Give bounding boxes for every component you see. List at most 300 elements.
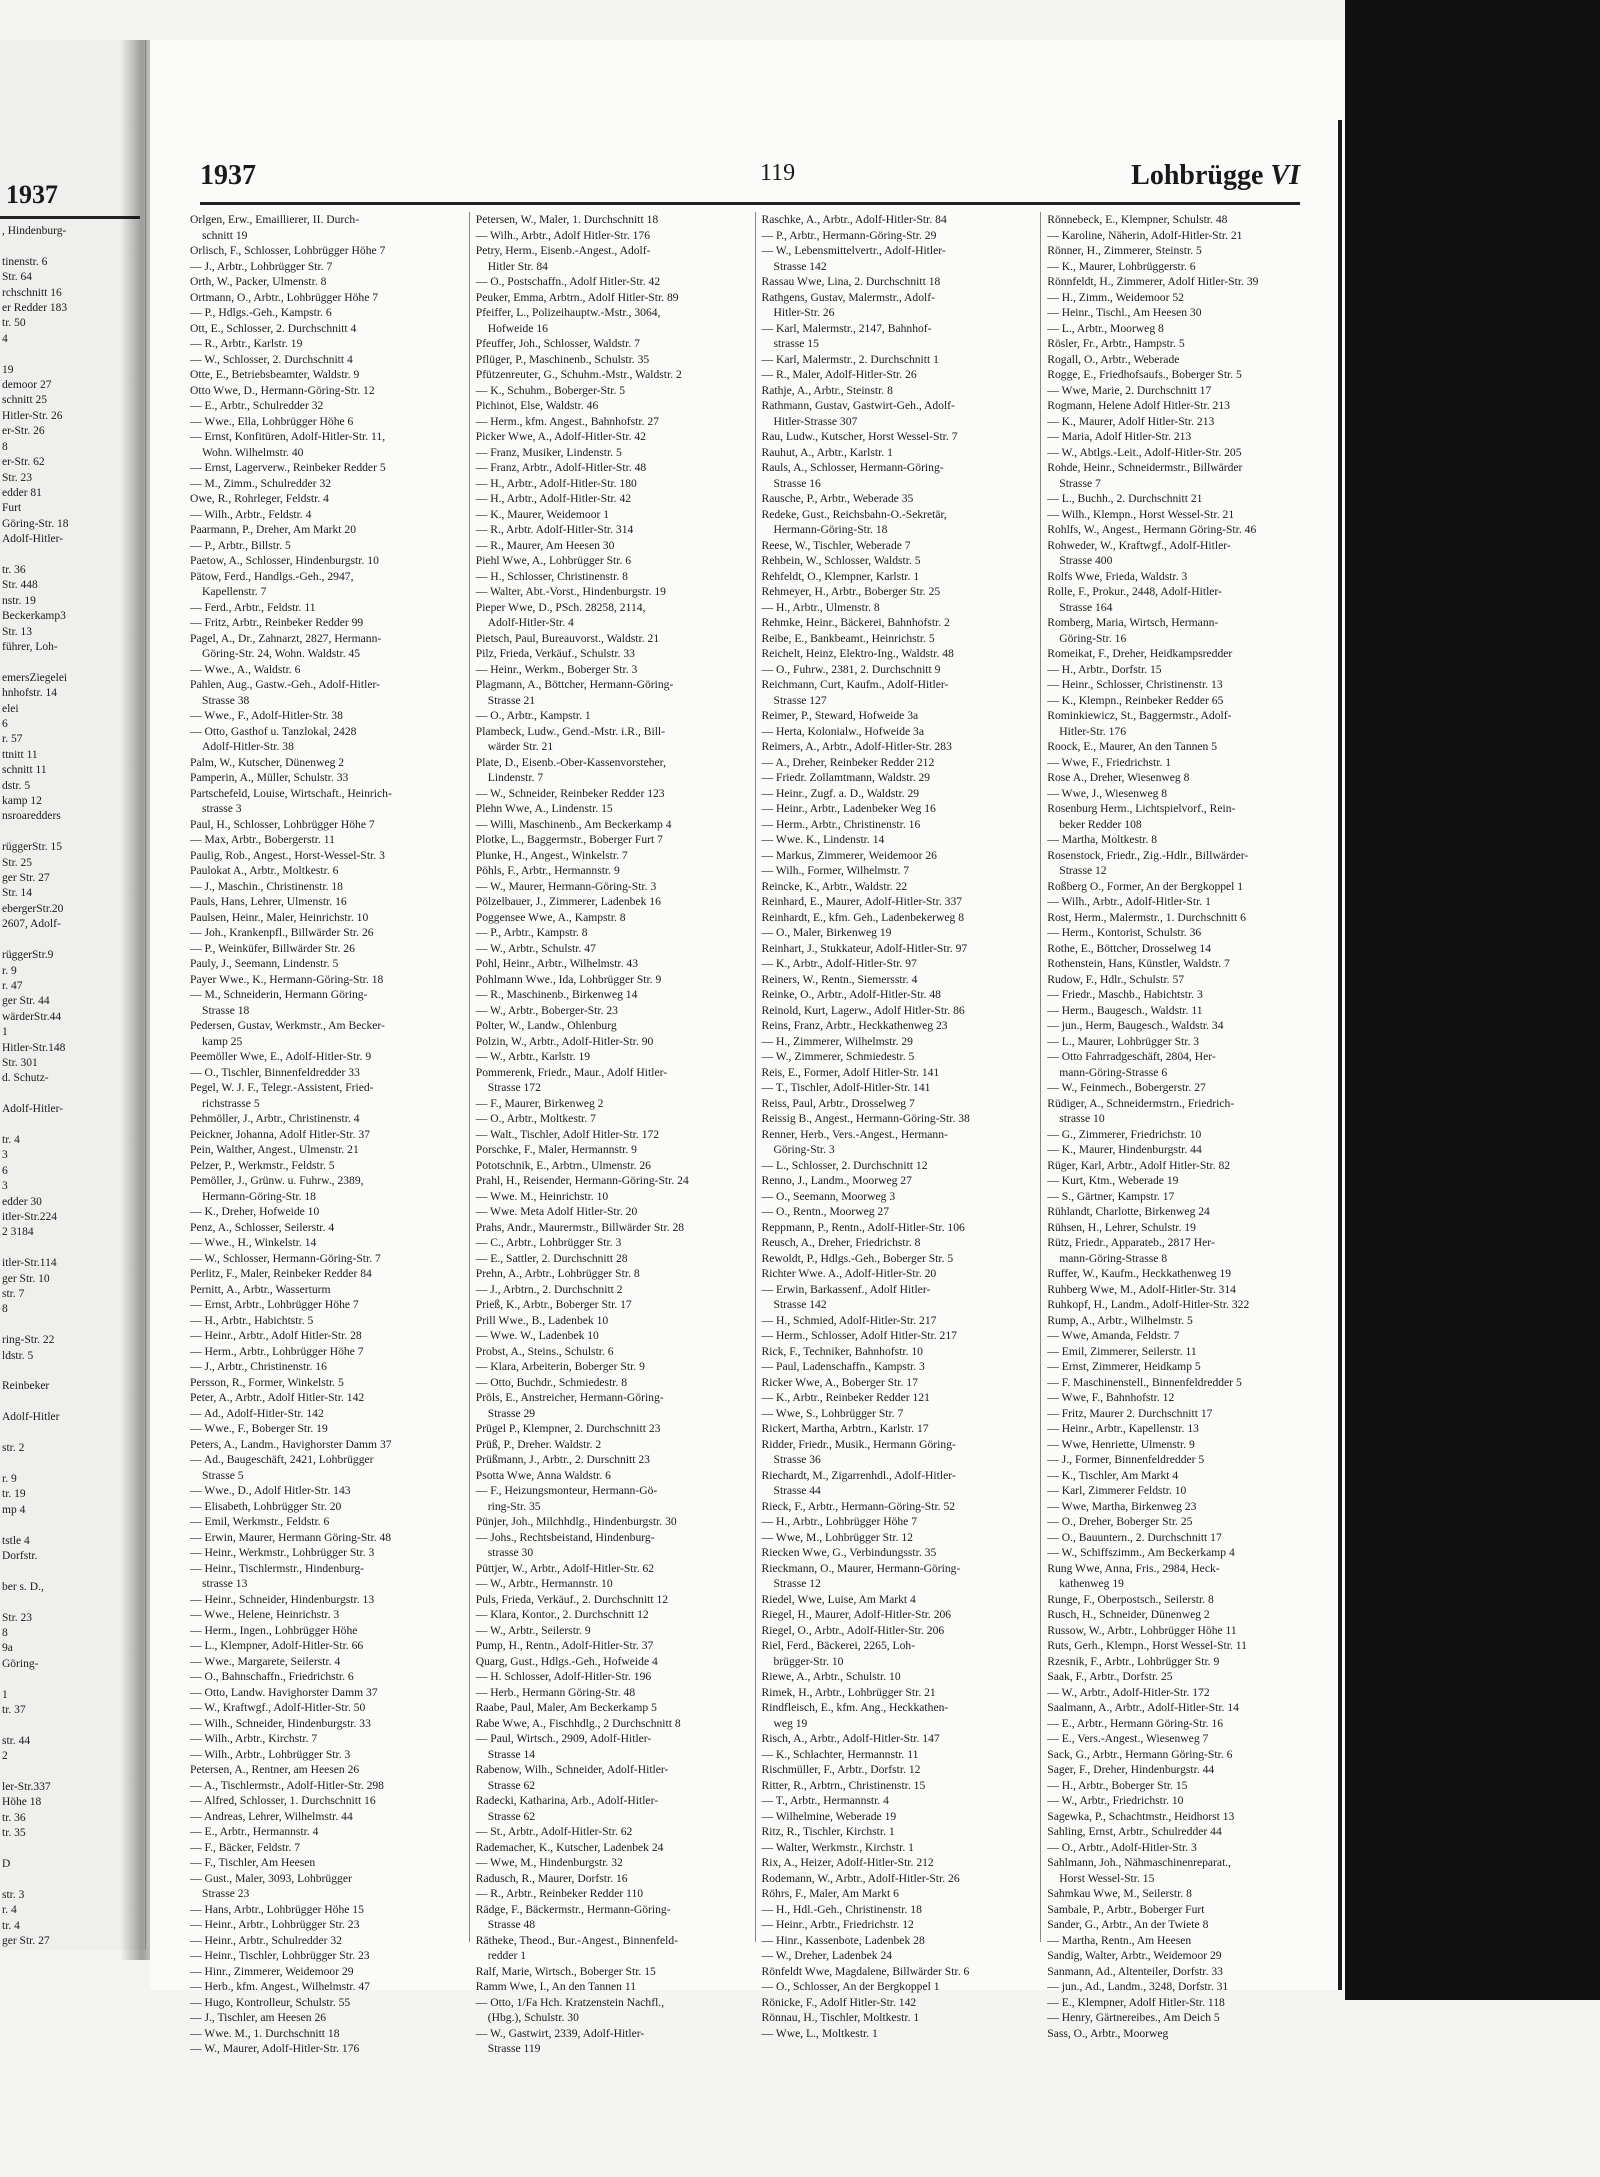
directory-entry: Sahmkau Wwe, M., Seilerstr. 8 bbox=[1047, 1887, 1192, 1900]
directory-entry: Sanmann, Ad., Altenteiler, Dorfstr. 33 bbox=[1047, 1964, 1223, 1978]
directory-entry: Reinold, Kurt, Lagerw., Adolf Hitler-Str. 86 bbox=[761, 1003, 965, 1017]
directory-entry: Paulig, Rob., Angest., Horst-Wessel-Str. 3 bbox=[190, 848, 385, 862]
directory-entry: Strasse 36 bbox=[773, 1453, 821, 1466]
previous-page-line: Adolf-Hitler bbox=[2, 1411, 60, 1424]
directory-entry: — A., Tischlermstr., Adolf-Hitler-Str. 298 bbox=[190, 1778, 384, 1792]
directory-entry: Strasse 62 bbox=[487, 1778, 536, 1792]
directory-entry: Reinhardt, E., kfm. Geh., Ladenbekerweg 8 bbox=[761, 910, 965, 924]
directory-entry: Pemöller, J., Grünw. u. Fuhrw., 2389, bbox=[190, 1174, 364, 1187]
directory-entry: — Fritz, Maurer 2. Durchschnitt 17 bbox=[1047, 1406, 1213, 1420]
directory-entry: Pommerenk, Friedr., Maur., Adolf Hitler- bbox=[475, 1065, 668, 1079]
directory-entry: Reissig B., Angest., Hermann-Göring-Str. 38 bbox=[761, 1112, 970, 1125]
directory-entry: Rätheke, Theod., Bur.-Angest., Binnenfeld- bbox=[475, 1933, 679, 1947]
directory-entry: Reiners, W., Rentn., Siemersstr. 4 bbox=[761, 972, 918, 986]
directory-entry: Owe, R., Rohrleger, Feldstr. 4 bbox=[190, 492, 329, 505]
directory-entry: Strasse 44 bbox=[773, 1484, 821, 1497]
directory-entry: Strasse 62 bbox=[487, 1809, 536, 1823]
previous-page-line: Adolf-Hitler- bbox=[2, 533, 64, 546]
previous-page-line: itler-Str.224 bbox=[2, 1211, 58, 1223]
directory-entry: Rimek, H., Arbtr., Lohbrügger Str. 21 bbox=[761, 1685, 936, 1699]
directory-entry: — Wwe., F., Boberger Str. 19 bbox=[190, 1422, 328, 1435]
directory-entry: — Emil, Werkmstr., Feldstr. 6 bbox=[190, 1515, 330, 1528]
directory-entry: — K., Maurer, Hindenburgstr. 44 bbox=[1047, 1143, 1202, 1156]
directory-entry: Strasse 7 bbox=[1059, 476, 1101, 490]
directory-entry: Reichmann, Curt, Kaufm., Adolf-Hitler- bbox=[761, 678, 949, 691]
directory-entry: — K., Maurer, Adolf Hitler-Str. 213 bbox=[1047, 414, 1215, 428]
directory-entry: Rauhut, A., Arbtr., Karlstr. 1 bbox=[761, 445, 893, 459]
directory-entry: Pauls, Hans, Lehrer, Ulmenstr. 16 bbox=[190, 895, 347, 908]
directory-entry: — Wwe., A., Waldstr. 6 bbox=[190, 662, 301, 676]
directory-entry: Reinhart, J., Stukkateur, Adolf-Hitler-Str. 97 bbox=[761, 941, 968, 955]
previous-page-line: mp 4 bbox=[2, 1503, 26, 1516]
previous-page-line: rchschnitt 16 bbox=[2, 286, 62, 299]
previous-page-line: r. 9 bbox=[2, 1472, 17, 1485]
directory-entry: — W., Maurer, Adolf-Hitler-Str. 176 bbox=[190, 2042, 360, 2055]
directory-entry: Roßberg O., Former, An der Bergkoppel 1 bbox=[1047, 879, 1244, 893]
directory-entry: Rüger, Karl, Arbtr., Adolf Hitler-Str. 82 bbox=[1047, 1158, 1231, 1172]
previous-page-line: demoor 27 bbox=[2, 379, 52, 392]
directory-entry: — Karl, Malermstr., 2147, Bahnhof- bbox=[761, 321, 932, 335]
directory-entry: Pfeiffer, L., Polizeihauptw.-Mstr., 3064, bbox=[475, 306, 661, 319]
directory-entry: — Johs., Rechtsbeistand, Hindenburg- bbox=[475, 1530, 655, 1544]
previous-page-line: Str. 301 bbox=[2, 1056, 38, 1069]
directory-entry: Reinke, O., Arbtr., Adolf-Hitler-Str. 48 bbox=[761, 988, 941, 1001]
previous-page-line: Str. 448 bbox=[2, 579, 38, 592]
previous-page-line: 4 bbox=[2, 332, 8, 345]
directory-entry: — Karl, Zimmerer Feldstr. 10 bbox=[1047, 1484, 1187, 1497]
directory-entry: — W., Zimmerer, Schmiedestr. 5 bbox=[761, 1050, 915, 1063]
directory-entry: Rominkiewicz, St., Baggermstr., Adolf- bbox=[1047, 709, 1232, 722]
directory-entry: — J., Maschin., Christinenstr. 18 bbox=[190, 879, 343, 893]
header-rule bbox=[200, 202, 1300, 205]
directory-entry: Riegel, H., Maurer, Adolf-Hitler-Str. 206 bbox=[761, 1608, 952, 1621]
directory-entry: — Hinr., Kassenbote, Ladenbek 28 bbox=[761, 1933, 925, 1947]
directory-entry: Pilz, Frieda, Verkäuf., Schulstr. 33 bbox=[475, 647, 635, 660]
directory-entry: — M., Schneiderin, Hermann Göring- bbox=[190, 988, 368, 1001]
directory-entry: — Wwe, L., Moltkestr. 1 bbox=[761, 2026, 878, 2040]
directory-entry: — Wwe. W., Ladenbek 10 bbox=[475, 1329, 599, 1342]
directory-entry: Rohweder, W., Kraftwgf., Adolf-Hitler- bbox=[1047, 538, 1231, 552]
directory-entry: Paul, H., Schlosser, Lohbrügger Höhe 7 bbox=[190, 817, 375, 831]
directory-entry: Sahlmann, Joh., Nähmaschinenreparat., bbox=[1047, 1856, 1232, 1869]
directory-entry: Rau, Ludw., Kutscher, Horst Wessel-Str. 7 bbox=[761, 430, 958, 443]
directory-entry: Pieper Wwe, D., PSch. 28258, 2114, bbox=[475, 600, 646, 614]
directory-entry: — H. Schlosser, Adolf-Hitler-Str. 196 bbox=[475, 1670, 652, 1683]
directory-entry: — Heinr., Tischl., Am Heesen 30 bbox=[1047, 306, 1202, 319]
directory-entry: Reinhard, E., Maurer, Adolf-Hitler-Str. 337 bbox=[761, 895, 963, 908]
directory-entry: — H., Arbtr., Lohbrügger Höhe 7 bbox=[761, 1515, 918, 1528]
directory-entry: Riel, Ferd., Bäckerei, 2265, Loh- bbox=[761, 1639, 916, 1652]
directory-entry: Rogmann, Helene Adolf Hitler-Str. 213 bbox=[1047, 399, 1230, 412]
directory-entry: — Markus, Zimmerer, Weidemoor 26 bbox=[761, 848, 937, 862]
previous-page-line: 8 bbox=[2, 1303, 8, 1316]
directory-entry: Pototschnik, E., Arbtrn., Ulmenstr. 26 bbox=[475, 1158, 651, 1172]
directory-entry: — W., Lebensmittelvertr., Adolf-Hitler- bbox=[761, 244, 946, 257]
directory-entry: — Elisabeth, Lohbrügger Str. 20 bbox=[190, 1499, 342, 1513]
directory-entry: — K., Maurer, Lohbrüggerstr. 6 bbox=[1047, 259, 1196, 273]
directory-entry: Rogall, O., Arbtr., Weberade bbox=[1047, 352, 1180, 366]
directory-entry: — Hugo, Kontrolleur, Schulstr. 55 bbox=[190, 1995, 351, 2009]
previous-page-line: d. Schutz- bbox=[2, 1072, 49, 1085]
previous-page-line: tr. 35 bbox=[2, 1827, 26, 1840]
column-1 bbox=[190, 212, 463, 2055]
directory-entry: Rühlandt, Charlotte, Birkenweg 24 bbox=[1047, 1205, 1210, 1218]
section-number: VI bbox=[1270, 160, 1300, 191]
directory-entry: — K., Dreher, Hofweide 10 bbox=[190, 1205, 320, 1218]
directory-entry: Orlgen, Erw., Emaillierer, II. Durch- bbox=[190, 213, 360, 226]
directory-entry: Pahlen, Aug., Gastw.-Geh., Adolf-Hitler- bbox=[190, 678, 380, 691]
directory-entry: — Wwe, F., Friedrichstr. 1 bbox=[1047, 755, 1172, 769]
directory-entry: — R., Maurer, Am Heesen 30 bbox=[475, 538, 615, 552]
directory-entry: Ramm Wwe, I., An den Tannen 11 bbox=[475, 1980, 637, 1993]
directory-entry: Rogge, E., Friedhofsaufs., Boberger Str. 5 bbox=[1047, 368, 1242, 381]
directory-entry: — H., Zimm., Weidemoor 52 bbox=[1047, 290, 1184, 304]
previous-page-line: schnitt 25 bbox=[2, 394, 48, 407]
directory-entry: — E., Klempner, Adolf Hitler-Str. 118 bbox=[1047, 1995, 1225, 2009]
directory-entry: Pelzer, P., Werkmstr., Feldstr. 5 bbox=[190, 1158, 335, 1172]
previous-page-line: tr. 19 bbox=[2, 1488, 26, 1501]
directory-entry: Pagel, A., Dr., Zahnarzt, 2827, Hermann- bbox=[190, 631, 382, 645]
directory-entry: Strasse 119 bbox=[487, 2042, 541, 2055]
previous-page-line: edder 81 bbox=[2, 486, 42, 499]
previous-page-line: tr. 4 bbox=[2, 1919, 20, 1932]
directory-entry: Rönfeldt Wwe, Magdalene, Billwärder Str. 6 bbox=[761, 1964, 970, 1978]
directory-entry: Hitler Str. 84 bbox=[487, 259, 548, 273]
directory-entry: — Martha, Rentn., Am Heesen bbox=[1047, 1933, 1192, 1947]
directory-entry: — J., Former, Binnenfeldredder 5 bbox=[1047, 1453, 1205, 1466]
directory-entry: — Wwe, F., Bahnhofstr. 12 bbox=[1047, 1391, 1175, 1404]
directory-entry: Reibe, E., Bankbeamt., Heinrichstr. 5 bbox=[761, 631, 935, 645]
directory-entry: Hermann-Göring-Str. 18 bbox=[202, 1189, 316, 1203]
previous-page-line: tstle 4 bbox=[2, 1534, 30, 1547]
directory-entry: Pump, H., Rentn., Adolf-Hitler-Str. 37 bbox=[475, 1639, 654, 1652]
directory-entry: — Wwe, M., Hindenburgstr. 32 bbox=[475, 1856, 623, 1869]
directory-entry: — Heinr., Arbtr., Lohbrügger Str. 23 bbox=[190, 1918, 360, 1931]
directory-entry: — Franz, Arbtr., Adolf-Hitler-Str. 48 bbox=[475, 461, 647, 474]
directory-entry: beker Redder 108 bbox=[1059, 817, 1142, 831]
directory-entry: Rodemann, W., Arbtr., Adolf-Hitler-Str. 26 bbox=[761, 1871, 960, 1885]
previous-page-line: führer, Loh- bbox=[2, 640, 58, 653]
directory-entry: — Otto, Buchdr., Schmiedestr. 8 bbox=[475, 1375, 628, 1389]
directory-entry: Piehl Wwe, A., Lohbrügger Str. 6 bbox=[475, 554, 632, 567]
previous-page-line: Höhe 18 bbox=[2, 1796, 42, 1809]
directory-entry: — R., Maler, Adolf-Hitler-Str. 26 bbox=[761, 368, 917, 381]
directory-entry: Strasse 142 bbox=[773, 1298, 827, 1311]
directory-entry: — Otto Fahrradgeschäft, 2804, Her- bbox=[1047, 1050, 1216, 1063]
directory-entry: — Ad., Adolf-Hitler-Str. 142 bbox=[190, 1406, 324, 1420]
directory-entry: Petersen, A., Rentner, am Heesen 26 bbox=[190, 1763, 360, 1776]
directory-entry: — L., Klempner, Adolf-Hitler-Str. 66 bbox=[190, 1639, 364, 1652]
previous-page-line: Str. 23 bbox=[2, 1611, 33, 1624]
directory-entry: — W., Schlosser, 2. Durchschnitt 4 bbox=[190, 352, 353, 366]
directory-entry: Strasse 38 bbox=[202, 693, 250, 707]
previous-page-line: Hitler-Str. 26 bbox=[2, 409, 63, 422]
directory-entry: Rüdiger, A., Schneidermstrn., Friedrich- bbox=[1047, 1096, 1235, 1110]
directory-entry: — F. Maschinenstell., Binnenfeldredder 5 bbox=[1047, 1375, 1242, 1389]
previous-page-line: r. 57 bbox=[2, 733, 23, 746]
directory-entry: Pauly, J., Seemann, Lindenstr. 5 bbox=[190, 957, 339, 970]
directory-entry: — Klara, Kontor., 2. Durchschnitt 12 bbox=[475, 1608, 649, 1621]
directory-entry: — W., Maurer, Hermann-Göring-Str. 3 bbox=[475, 879, 657, 893]
previous-page-line: 8 bbox=[2, 1626, 8, 1639]
directory-entry: Peuker, Emma, Arbtrn., Adolf Hitler-Str. 89 bbox=[475, 290, 679, 304]
previous-page-line: str. 2 bbox=[2, 1442, 25, 1455]
directory-entry: — Heinr., Arbtr., Ladenbeker Weg 16 bbox=[761, 802, 936, 815]
directory-entry: Pröls, E., Anstreicher, Hermann-Göring- bbox=[475, 1391, 664, 1404]
directory-entry: — J., Arbtr., Lohbrügger Str. 7 bbox=[190, 259, 333, 273]
directory-entry: Rieck, F., Arbtr., Hermann-Göring-Str. 52 bbox=[761, 1499, 956, 1513]
directory-entry: — H., Zimmerer, Wilhelmstr. 29 bbox=[761, 1034, 913, 1048]
directory-entry: — Klara, Arbeiterin, Boberger Str. 9 bbox=[475, 1360, 645, 1373]
directory-entry: — Wwe. K., Lindenstr. 14 bbox=[761, 833, 885, 846]
directory-entry: — Wilh., Klempn., Horst Wessel-Str. 21 bbox=[1047, 507, 1235, 521]
directory-entry: — O., Arbtr., Adolf-Hitler-Str. 3 bbox=[1047, 1840, 1197, 1854]
directory-entry: — O., Arbtr., Kampstr. 1 bbox=[475, 709, 591, 722]
previous-page-line: str. 44 bbox=[2, 1734, 31, 1747]
directory-entry: — Walt., Tischler, Adolf Hitler-Str. 172 bbox=[475, 1127, 660, 1141]
directory-entry: Prahl, H., Reisender, Hermann-Göring-Str. 24 bbox=[475, 1174, 689, 1187]
directory-entry: Orth, W., Packer, Ulmenstr. 8 bbox=[190, 275, 327, 288]
directory-entry: Saak, F., Arbtr., Dorfstr. 25 bbox=[1047, 1670, 1173, 1683]
directory-entry: Reis, E., Former, Adolf Hitler-Str. 141 bbox=[761, 1065, 940, 1079]
directory-entry: Rieckmann, O., Maurer, Hermann-Göring- bbox=[761, 1561, 961, 1575]
directory-entry: Pohl, Heinr., Arbtr., Wilhelmstr. 43 bbox=[475, 957, 639, 970]
directory-entry: Rassau Wwe, Lina, 2. Durchschnitt 18 bbox=[761, 275, 941, 288]
directory-entry: Rönnfeldt, H., Zimmerer, Adolf Hitler-Str. 39 bbox=[1047, 275, 1259, 288]
directory-entry: — St., Arbtr., Adolf-Hitler-Str. 62 bbox=[475, 1825, 633, 1838]
directory-entry: Rose A., Dreher, Wiesenweg 8 bbox=[1047, 771, 1190, 784]
directory-entry: Reppmann, P., Rentn., Adolf-Hitler-Str. 106 bbox=[761, 1220, 965, 1234]
directory-entry: — Friedr., Maschb., Habichtstr. 3 bbox=[1047, 988, 1203, 1001]
directory-entry: Ralf, Marie, Wirtsch., Boberger Str. 15 bbox=[475, 1964, 656, 1978]
previous-page-line: ebergerStr.20 bbox=[2, 902, 64, 915]
directory-entry: Strasse 23 bbox=[202, 1887, 250, 1900]
directory-entry: Rohde, Heinr., Schneidermstr., Billwärder bbox=[1047, 461, 1243, 474]
directory-entry: — Wwe. M., 1. Durchschnitt 18 bbox=[190, 2026, 340, 2040]
previous-page-line: r. 9 bbox=[2, 964, 17, 977]
header-year: 1937 bbox=[200, 160, 256, 191]
directory-entry: — Wilh., Arbtr., Feldstr. 4 bbox=[190, 507, 312, 521]
previous-page-line: str. 7 bbox=[2, 1288, 25, 1301]
directory-entry: — L., Schlosser, 2. Durchschnitt 12 bbox=[761, 1158, 928, 1172]
directory-entry: — Otto, Gasthof u. Tanzlokal, 2428 bbox=[190, 724, 357, 738]
directory-entry: — H., Arbtr., Ulmenstr. 8 bbox=[761, 600, 880, 614]
directory-entry: — Max, Arbtr., Bobergerstr. 11 bbox=[190, 833, 335, 846]
directory-entry: Rudow, F., Hdlr., Schulstr. 57 bbox=[1047, 972, 1185, 986]
directory-entry: Perlitz, F., Maler, Reinbeker Redder 84 bbox=[190, 1267, 372, 1280]
directory-entry: Ridder, Friedr., Musik., Hermann Göring- bbox=[761, 1437, 956, 1451]
directory-entry: — C., Arbtr., Lohbrügger Str. 3 bbox=[475, 1236, 622, 1249]
directory-entry: — W., Arbtr., Friedrichstr. 10 bbox=[1047, 1794, 1184, 1807]
header-place bbox=[1131, 160, 1300, 192]
directory-entry: Rütz, Friedr., Apparateb., 2817 Her- bbox=[1047, 1236, 1215, 1249]
directory-entry: — Wwe., Ella, Lohbrügger Höhe 6 bbox=[190, 414, 354, 428]
directory-entry: — Friedr. Zollamtmann, Waldstr. 29 bbox=[761, 771, 931, 784]
directory-entry: strasse 10 bbox=[1059, 1112, 1105, 1125]
directory-entry: Rönnau, H., Tischler, Moltkestr. 1 bbox=[761, 2011, 920, 2024]
directory-entry: — Heinr., Tischler, Lohbrügger Str. 23 bbox=[190, 1949, 370, 1962]
directory-entry: — F., Maurer, Birkenweg 2 bbox=[475, 1096, 604, 1110]
directory-entry: Payer Wwe., K., Hermann-Göring-Str. 18 bbox=[190, 972, 384, 986]
directory-entry: — Wwe., F., Adolf-Hitler-Str. 38 bbox=[190, 709, 343, 722]
directory-entry: Rolle, F., Prokur., 2448, Adolf-Hitler- bbox=[1047, 585, 1222, 598]
directory-entry: Sager, F., Dreher, Hindenburgstr. 44 bbox=[1047, 1763, 1215, 1776]
directory-entry: Roock, E., Maurer, An den Tannen 5 bbox=[1047, 740, 1218, 753]
directory-entry: Hermann-Göring-Str. 18 bbox=[773, 523, 888, 536]
directory-entry: Prill Wwe., B., Ladenbek 10 bbox=[475, 1313, 609, 1327]
directory-entry: Pehmöller, J., Arbtr., Christinenstr. 4 bbox=[190, 1112, 360, 1125]
directory-entry: — W., Dreher, Ladenbek 24 bbox=[761, 1949, 893, 1962]
directory-entry: Sahling, Ernst, Arbtr., Schulredder 44 bbox=[1047, 1825, 1222, 1838]
previous-page-line: 3 bbox=[2, 1149, 8, 1162]
directory-entry: — Ernst, Zimmerer, Heidkamp 5 bbox=[1047, 1360, 1201, 1373]
directory-entry: Strasse 18 bbox=[202, 1003, 250, 1017]
directory-entry: Reese, W., Tischler, Weberade 7 bbox=[761, 538, 911, 552]
directory-entry: Psotta Wwe, Anna Waldstr. 6 bbox=[475, 1468, 611, 1482]
previous-page-line: ttnitt 11 bbox=[2, 748, 38, 761]
directory-entry: — S., Gärtner, Kampstr. 17 bbox=[1047, 1189, 1175, 1203]
directory-entry: — Wwe. M., Heinrichstr. 10 bbox=[475, 1189, 609, 1203]
previous-page-line: D bbox=[2, 1858, 11, 1871]
directory-entry: — E., Vers.-Angest., Wiesenweg 7 bbox=[1047, 1732, 1209, 1745]
previous-page-line: emersZiegelei bbox=[2, 671, 68, 684]
column-divider bbox=[1040, 212, 1041, 1942]
directory-entry: Rehfeldt, O., Klempner, Karlstr. 1 bbox=[761, 569, 920, 583]
directory-entry: Reichelt, Heinz, Elektro-Ing., Waldstr. 48 bbox=[761, 647, 954, 660]
directory-entry: — Otto, 1/Fa Hch. Kratzenstein Nachfl., bbox=[475, 1995, 665, 2009]
directory-entry: Wohn. Wilhelmstr. 40 bbox=[202, 445, 304, 459]
directory-entry: Pohlmann Wwe., Ida, Lohbrügger Str. 9 bbox=[475, 972, 662, 986]
previous-page-line: elei bbox=[2, 702, 19, 715]
directory-entry: Otte, E., Betriebsbeamter, Waldstr. 9 bbox=[190, 368, 360, 381]
directory-entry: — Wilh., Arbtr., Adolf Hitler-Str. 176 bbox=[475, 228, 651, 242]
directory-entry: — Maria, Adolf Hitler-Str. 213 bbox=[1047, 430, 1192, 443]
directory-entry: Peickner, Johanna, Adolf Hitler-Str. 37 bbox=[190, 1127, 370, 1141]
previous-page-line: 6 bbox=[2, 718, 8, 730]
previous-page-line: 6 bbox=[2, 1164, 8, 1177]
previous-page-line: r. 47 bbox=[2, 979, 23, 992]
directory-entry: — Andreas, Lehrer, Wilhelmstr. 44 bbox=[190, 1809, 353, 1823]
directory-entry: — R., Arbtr. Adolf-Hitler-Str. 314 bbox=[475, 523, 634, 536]
directory-entry: Strasse 142 bbox=[773, 259, 827, 273]
directory-entry: — K., Arbtr., Reinbeker Redder 121 bbox=[761, 1391, 930, 1404]
directory-entry: Strasse 164 bbox=[1059, 600, 1113, 614]
directory-entry: — Paul, Wirtsch., 2909, Adolf-Hitler- bbox=[475, 1732, 652, 1745]
directory-entry: Pflüger, P., Maschinenb., Schulstr. 35 bbox=[475, 352, 650, 366]
directory-entry: — H., Schlosser, Christinenstr. 8 bbox=[475, 569, 628, 583]
directory-entry: Rabenow, Wilh., Schneider, Adolf-Hitler- bbox=[475, 1763, 669, 1776]
directory-entry: Hitler-Str. 26 bbox=[773, 306, 835, 319]
directory-entry: Persson, R., Former, Winkelstr. 5 bbox=[190, 1375, 344, 1389]
previous-page-line: 1 bbox=[2, 1026, 8, 1039]
directory-entry: Pölzelbauer, J., Zimmerer, Ladenbek 16 bbox=[475, 895, 661, 908]
directory-entry: Radusch, R., Maurer, Dorfstr. 16 bbox=[475, 1871, 628, 1885]
directory-entry: Riegel, O., Arbtr., Adolf-Hitler-Str. 206 bbox=[761, 1623, 945, 1637]
directory-entry: — Herb., kfm. Angest., Wilhelmstr. 47 bbox=[190, 1980, 370, 1993]
directory-entry: — W., Arbtr., Hermannstr. 10 bbox=[475, 1577, 613, 1590]
directory-entry: Puls, Frieda, Verkäuf., 2. Durchschnitt 12 bbox=[475, 1592, 669, 1606]
column-divider bbox=[469, 212, 470, 1942]
directory-entry: — Wwe., D., Adolf Hitler-Str. 143 bbox=[190, 1484, 351, 1497]
directory-entry: — Erwin, Barkassenf., Adolf Hitler- bbox=[761, 1282, 931, 1296]
previous-page-line: ger Str. 10 bbox=[2, 1272, 50, 1285]
directory-entry: — O., Arbtr., Moltkestr. 7 bbox=[475, 1112, 596, 1125]
directory-entry: — Heinr., Werkm., Boberger Str. 3 bbox=[475, 662, 638, 676]
directory-entry: — Wilh., Schneider, Hindenburgstr. 33 bbox=[190, 1716, 371, 1730]
directory-entry: Renno, J., Landm., Moorweg 27 bbox=[761, 1174, 912, 1187]
directory-entry: Strasse 29 bbox=[487, 1406, 536, 1420]
directory-entry: — Ferd., Arbtr., Feldstr. 11 bbox=[190, 600, 316, 614]
directory-entry: Rabe Wwe, A., Fischhdlg., 2 Durchschnitt 8 bbox=[475, 1716, 681, 1730]
directory-entry: — L., Buchh., 2. Durchschnitt 21 bbox=[1047, 492, 1203, 505]
directory-entry: — K., Schuhm., Boberger-Str. 5 bbox=[475, 383, 626, 397]
directory-entry: Ruffer, W., Kaufm., Heckkathenweg 19 bbox=[1047, 1267, 1232, 1280]
directory-entry: — Wilh., Arbtr., Adolf-Hitler-Str. 1 bbox=[1047, 895, 1211, 908]
directory-entry: Rix, A., Heizer, Adolf-Hitler-Str. 212 bbox=[761, 1856, 934, 1869]
directory-entry: Pichinot, Else, Waldstr. 46 bbox=[475, 399, 599, 412]
directory-entry: — W., Arbtr., Adolf-Hitler-Str. 172 bbox=[1047, 1685, 1210, 1699]
directory-entry: — W., Arbtr., Seilerstr. 9 bbox=[475, 1623, 591, 1637]
directory-entry: — H., Arbtr., Habichtstr. 5 bbox=[190, 1313, 314, 1327]
directory-entry: Rehmeyer, H., Arbtr., Boberger Str. 25 bbox=[761, 585, 941, 598]
previous-page-line: kamp 12 bbox=[2, 795, 42, 808]
directory-entry: Reimers, A., Arbtr., Adolf-Hitler-Str. 283 bbox=[761, 740, 952, 753]
directory-columns bbox=[190, 212, 1320, 2055]
directory-entry: — Herm., Schlosser, Adolf Hitler-Str. 217 bbox=[761, 1329, 957, 1342]
directory-entry: Riedel, Wwe, Luise, Am Markt 4 bbox=[761, 1592, 916, 1606]
directory-entry: mann-Göring-Strasse 6 bbox=[1059, 1065, 1168, 1079]
directory-entry: Penz, A., Schlosser, Seilerstr. 4 bbox=[190, 1220, 335, 1234]
directory-entry: — Karoline, Näherin, Adolf-Hitler-Str. 21 bbox=[1047, 228, 1243, 242]
directory-entry: strasse 3 bbox=[202, 802, 242, 815]
column-divider bbox=[755, 212, 756, 1942]
directory-entry: Rausche, P., Arbtr., Weberade 35 bbox=[761, 492, 914, 505]
directory-entry: — L., Maurer, Lohbrügger Str. 3 bbox=[1047, 1034, 1200, 1048]
directory-entry: — W., Schneider, Reinbeker Redder 123 bbox=[475, 786, 665, 800]
directory-entry: Peemöller Wwe, E., Adolf-Hitler-Str. 9 bbox=[190, 1050, 372, 1063]
directory-entry: — Wwe, Marie, 2. Durchschnitt 17 bbox=[1047, 383, 1212, 397]
directory-entry: Sambale, P., Arbtr., Boberger Furt bbox=[1047, 1902, 1205, 1916]
directory-entry: — H., Arbtr., Adolf-Hitler-Str. 42 bbox=[475, 492, 632, 505]
directory-entry: — W., Arbtr., Schulstr. 47 bbox=[475, 941, 596, 955]
directory-entry: Pietsch, Paul, Bureauvorst., Waldstr. 21 bbox=[475, 631, 660, 645]
directory-entry: Romberg, Maria, Wirtsch, Hermann- bbox=[1047, 616, 1219, 629]
directory-entry: — Herm., Ingen., Lohbrügger Höhe bbox=[190, 1623, 358, 1637]
directory-entry: — Kurt, Ktm., Weberade 19 bbox=[1047, 1174, 1179, 1187]
previous-page-line: Dorfstr. bbox=[2, 1549, 38, 1562]
directory-entry: brügger-Str. 10 bbox=[773, 1654, 844, 1668]
directory-entry: Rühsen, H., Lehrer, Schulstr. 19 bbox=[1047, 1220, 1196, 1234]
directory-entry: strasse 15 bbox=[773, 337, 819, 350]
previous-page-line: Str. 25 bbox=[2, 856, 33, 869]
directory-entry: — E., Sattler, 2. Durchschnitt 28 bbox=[475, 1251, 628, 1265]
previous-page-line: Göring- bbox=[2, 1657, 39, 1670]
directory-entry: — M., Zimm., Schulredder 32 bbox=[190, 476, 332, 490]
previous-page-line: 8 bbox=[2, 440, 8, 453]
directory-entry: — Fritz, Arbtr., Reinbeker Redder 99 bbox=[190, 616, 364, 629]
place-name: Lohbrügge bbox=[1131, 160, 1264, 191]
previous-page-line: Beckerkamp3 bbox=[2, 610, 66, 623]
directory-entry: Sack, G., Arbtr., Hermann Göring-Str. 6 bbox=[1047, 1747, 1233, 1761]
previous-page-line: Str. 13 bbox=[2, 625, 33, 638]
directory-entry: Sagewka, P., Schachtmstr., Heidhorst 13 bbox=[1047, 1809, 1235, 1823]
previous-page-line: ldstr. 5 bbox=[2, 1349, 34, 1362]
directory-entry: — Wwe, Martha, Birkenweg 23 bbox=[1047, 1499, 1197, 1513]
directory-entry: — W., Arbtr., Boberger-Str. 23 bbox=[475, 1003, 618, 1017]
directory-entry: Ortmann, O., Arbtr., Lohbrügger Höhe 7 bbox=[190, 290, 379, 304]
directory-entry: Plotke, L., Baggermstr., Boberger Furt 7 bbox=[475, 833, 663, 846]
directory-entry: — H., Arbtr., Adolf-Hitler-Str. 180 bbox=[475, 476, 637, 490]
